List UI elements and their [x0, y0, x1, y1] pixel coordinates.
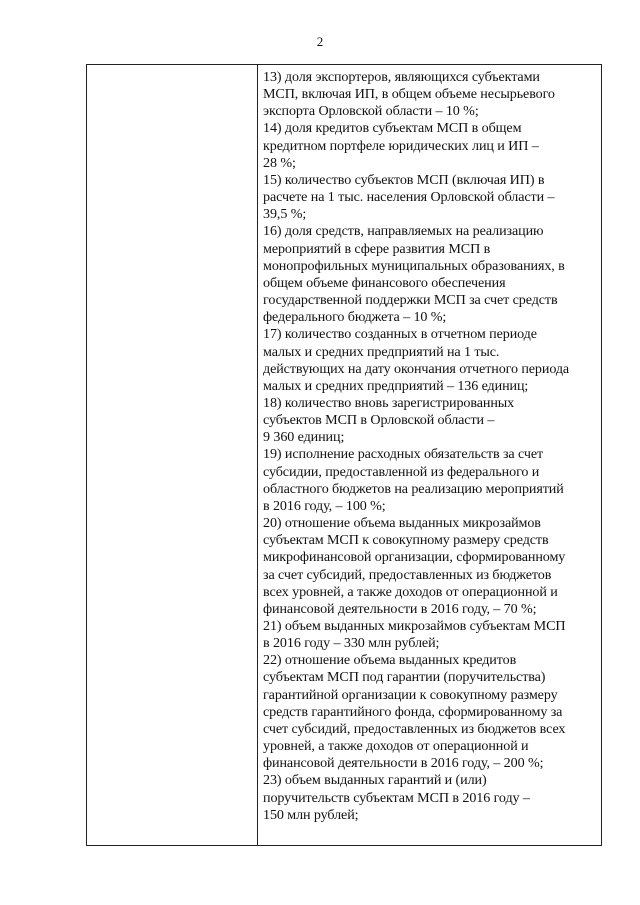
text-line: расчете на 1 тыс. населения Орловской области –: [263, 189, 555, 206]
text-line: 150 млн рублей;: [263, 806, 359, 823]
text-line: 13) доля экспортеров, являющихся субъектами: [263, 69, 540, 85]
text-line: всех уровней, а также доходов от операционной и: [263, 583, 558, 600]
text-line: федерального бюджета – 10 %;: [263, 309, 447, 326]
text-line: 15) количество субъектов МСП (включая ИП) в: [263, 171, 545, 188]
text-line: малых и средних предприятий на 1 тыс.: [263, 343, 500, 360]
text-line: средств гарантийного фонда, сформированному за: [263, 703, 563, 720]
text-line: 14) доля кредитов субъектам МСП в общем: [263, 120, 522, 137]
text-line: действующих на дату окончания отчетного периода: [263, 360, 570, 377]
text-line: за счет субсидий, предоставленных из бюджетов: [263, 566, 552, 583]
text-line: 16) доля средств, направляемых на реализацию: [263, 223, 544, 240]
text-line: финансовой деятельности в 2016 году, – 200 %;: [263, 755, 544, 772]
text-line: 9 360 единиц;: [263, 429, 345, 446]
text-line: 22) отношение объема выданных кредитов: [263, 652, 517, 669]
text-line: субъектов МСП в Орловской области –: [263, 412, 495, 429]
document-table: [86, 64, 602, 846]
text-line: 19) исполнение расходных обязательств за счет: [263, 446, 544, 463]
text-line: кредитном портфеле юридических лиц и ИП –: [263, 137, 539, 154]
table-right-cell: [263, 69, 601, 824]
text-line: субсидии, предоставленной из федерального и: [263, 463, 540, 480]
table-left-cell: [87, 65, 257, 845]
page-number: 2: [316, 34, 324, 49]
text-line: субъектам МСП к совокупному размеру средств: [263, 532, 549, 549]
text-line: гарантийной организации к совокупному размеру: [263, 686, 558, 703]
text-line: поручительств субъектам МСП в 2016 году –: [263, 789, 530, 806]
text-line: в 2016 году – 330 млн рублей;: [263, 635, 440, 652]
text-line: монопрофильных муниципальных образованиях, в: [263, 257, 565, 274]
text-line: малых и средних предприятий – 136 единиц;: [263, 377, 529, 394]
text-line: 18) количество вновь зарегистрированных: [263, 394, 515, 411]
text-line: областного бюджетов на реализацию мероприятий: [263, 480, 564, 497]
text-line: 20) отношение объема выданных микрозаймов: [263, 515, 541, 532]
text-line: микрофинансовой организации, сформированному: [263, 549, 566, 566]
text-line: субъектам МСП под гарантии (поручительства): [263, 669, 546, 686]
text-line: 39,5 %;: [263, 206, 307, 223]
text-line: 17) количество созданных в отчетном периоде: [263, 326, 537, 343]
text-line: 28 %;: [263, 154, 296, 171]
text-line: в 2016 году, – 100 %;: [263, 497, 386, 514]
text-line: МСП, включая ИП, в общем объеме несырьевого: [263, 86, 555, 103]
text-line: общем объеме финансового обеспечения: [263, 274, 506, 291]
text-line: мероприятий в сфере развития МСП в: [263, 240, 491, 257]
text-line: финансовой деятельности в 2016 году, – 70 %;: [263, 600, 537, 617]
text-line: 21) объем выданных микрозаймов субъектам МСП: [263, 618, 566, 634]
text-line: государственной поддержки МСП за счет средств: [263, 292, 558, 309]
text-line: уровней, а также доходов от операционной и: [263, 738, 529, 755]
text-line: 23) объем выданных гарантий и (или): [263, 772, 487, 789]
text-line: экспорта Орловской области – 10 %;: [263, 103, 479, 120]
text-line: счет субсидий, предоставленных из бюджетов всех: [263, 720, 566, 737]
column-divider: [257, 65, 258, 845]
